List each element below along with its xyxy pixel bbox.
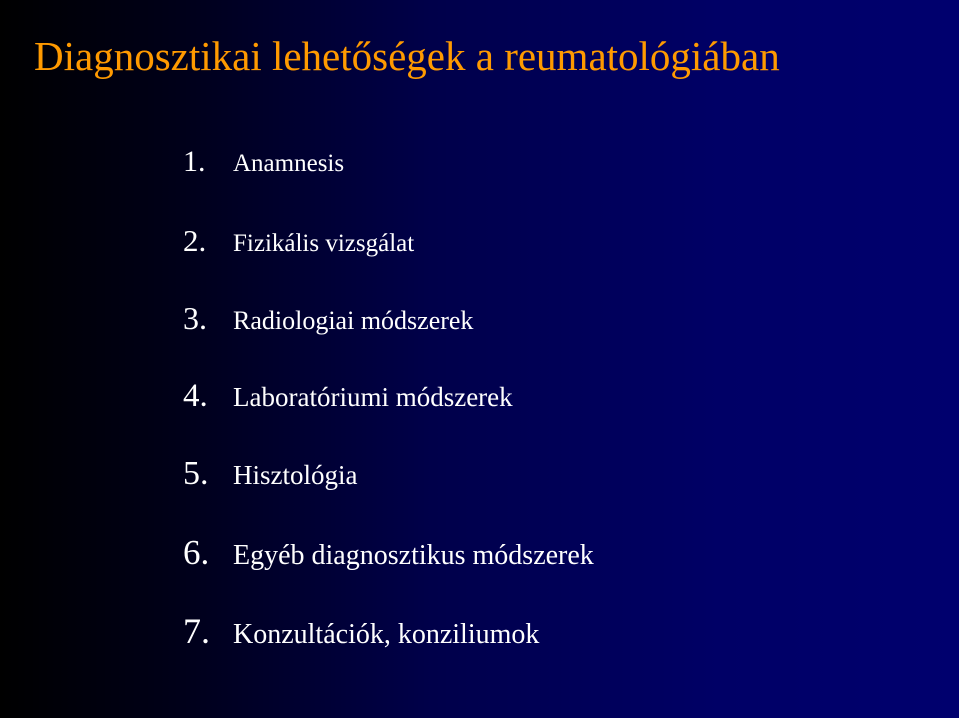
list-item-label: Radiologiai módszerek bbox=[233, 306, 474, 335]
list-item-label: Hisztológia bbox=[233, 460, 358, 490]
list-item-number: 7. bbox=[183, 611, 210, 651]
list-item-label: Fizikális vizsgálat bbox=[233, 229, 415, 257]
list-item-number: 5. bbox=[183, 455, 209, 492]
list-item-number: 1. bbox=[183, 145, 206, 178]
diagnostic-methods-list bbox=[183, 145, 594, 688]
list-item-number: 2. bbox=[183, 222, 207, 258]
list-item bbox=[183, 533, 594, 611]
list-item-label: Laboratóriumi módszerek bbox=[233, 381, 513, 412]
list-item bbox=[183, 455, 594, 533]
slide-title: Diagnosztikai lehetőségek a reumatológiában bbox=[34, 33, 780, 79]
list-item-label: Anamnesis bbox=[233, 150, 345, 177]
list-item bbox=[183, 223, 594, 301]
list-item-number: 4. bbox=[183, 377, 208, 414]
list-item-number: 6. bbox=[183, 532, 210, 572]
list-item bbox=[183, 145, 594, 223]
list-item-number: 3. bbox=[183, 300, 207, 336]
list-item-label: Egyéb diagnosztikus módszerek bbox=[233, 539, 594, 571]
list-item-label: Konzultációk, konziliumok bbox=[233, 619, 540, 650]
list-item bbox=[183, 378, 594, 456]
list-item bbox=[183, 610, 594, 688]
list-item bbox=[183, 300, 594, 378]
